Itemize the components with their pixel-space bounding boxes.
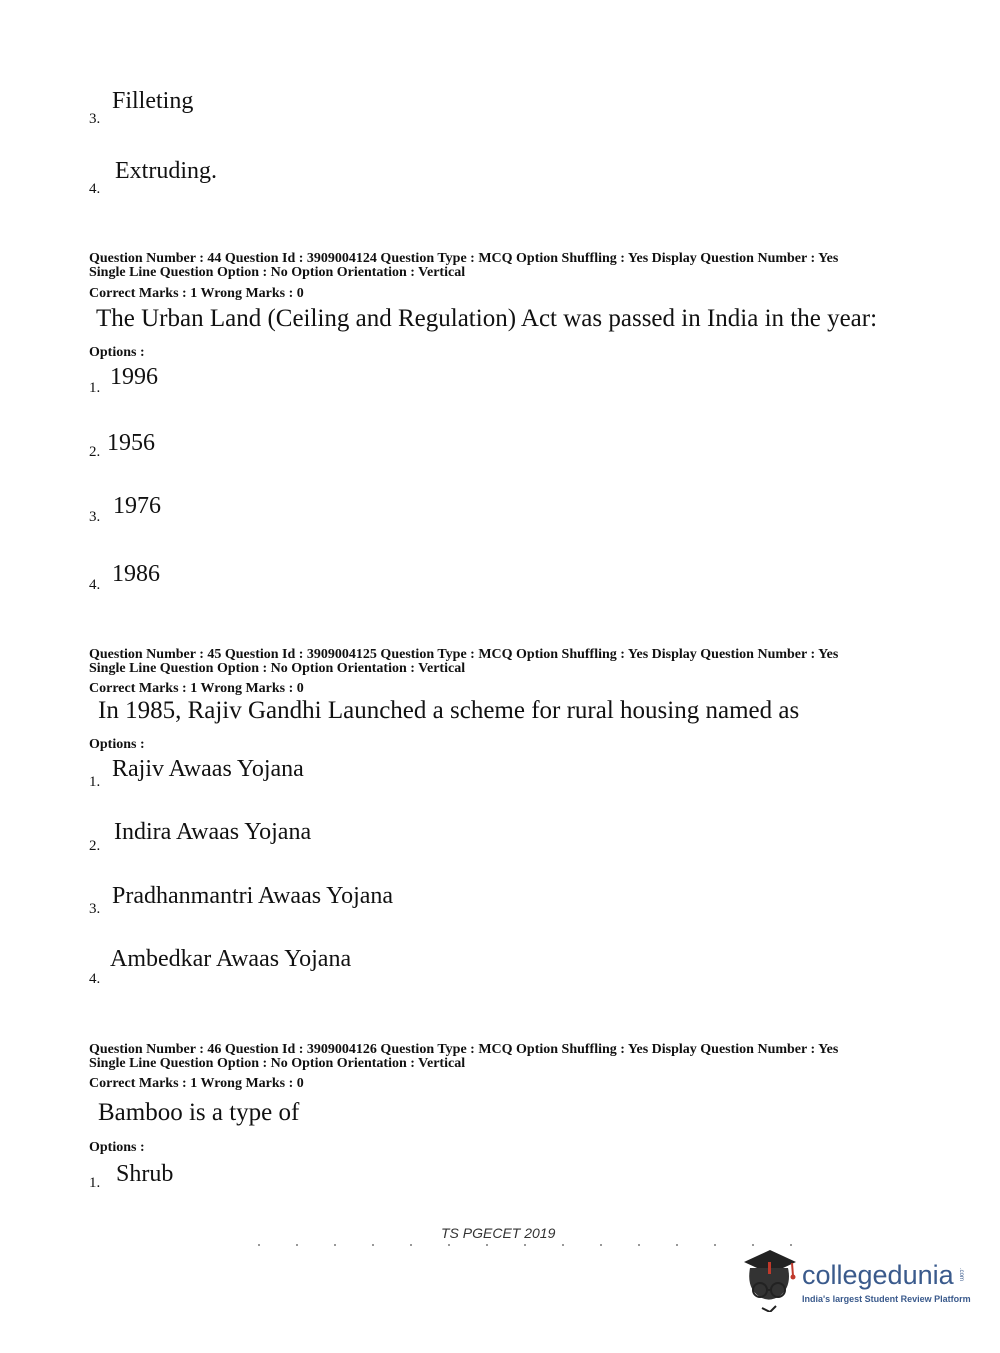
footer-divider	[240, 1244, 810, 1246]
options-label: Options :	[89, 345, 145, 360]
question-text: In 1985, Rajiv Gandhi Launched a scheme for rural housing named as	[98, 697, 800, 724]
question-meta-line2: Single Line Question Option : No Option Orientation : Vertical	[89, 1056, 466, 1071]
option-number: 2.	[89, 444, 101, 460]
option-text: 1976	[113, 493, 161, 519]
option-number: 3.	[89, 901, 101, 917]
collegedunia-logo[interactable]	[740, 1246, 970, 1316]
question-text: The Urban Land (Ceiling and Regulation) Act was passed in India in the year:	[96, 305, 878, 332]
options-label: Options :	[89, 1140, 145, 1155]
option-number: 1.	[89, 380, 101, 396]
footer-title: TS PGECET 2019	[441, 1225, 556, 1241]
option-number: 4.	[89, 181, 101, 197]
option-number: 1.	[89, 774, 101, 790]
question-marks: Correct Marks : 1 Wrong Marks : 0	[89, 1076, 304, 1091]
option-text: 1986	[112, 561, 160, 587]
option-number: 4.	[89, 577, 101, 593]
option-text: Pradhanmantri Awaas Yojana	[112, 883, 394, 909]
question-marks: Correct Marks : 1 Wrong Marks : 0	[89, 286, 304, 301]
question-meta-line1: Question Number : 44 Question Id : 3909004124 Question Type : MCQ Option Shuffling : Yes Display Question Number : Yes	[89, 251, 839, 266]
question-meta-line2: Single Line Question Option : No Option Orientation : Vertical	[89, 661, 466, 676]
option-text: Extruding.	[115, 158, 217, 184]
option-number: 2.	[89, 838, 101, 854]
option-text: 1956	[107, 430, 155, 456]
option-number: 1.	[89, 1175, 101, 1191]
option-text: Rajiv Awaas Yojana	[112, 756, 304, 782]
option-text: Shrub	[116, 1161, 174, 1187]
question-meta-line2: Single Line Question Option : No Option Orientation : Vertical	[89, 265, 466, 280]
options-label: Options :	[89, 737, 145, 752]
logo-wordmark: collegedunia	[802, 1260, 954, 1290]
option-text: 1996	[110, 364, 158, 390]
question-marks: Correct Marks : 1 Wrong Marks : 0	[89, 681, 304, 696]
option-number: 4.	[89, 971, 101, 987]
option-number: 3.	[89, 509, 101, 525]
graduate-mascot-icon	[740, 1246, 800, 1312]
option-text: Ambedkar Awaas Yojana	[110, 946, 352, 972]
option-text: Indira Awaas Yojana	[114, 819, 312, 845]
logo-suffix: .com	[958, 1268, 964, 1282]
option-number: 3.	[89, 111, 101, 127]
logo-tagline: India's largest Student Review Platform	[802, 1294, 971, 1304]
question-meta-line1: Question Number : 46 Question Id : 3909004126 Question Type : MCQ Option Shuffling : Yes Display Question Number : Yes	[89, 1042, 839, 1057]
question-meta-line1: Question Number : 45 Question Id : 3909004125 Question Type : MCQ Option Shuffling : Yes Display Question Number : Yes	[89, 647, 839, 662]
question-text: Bamboo is a type of	[98, 1099, 300, 1126]
option-text: Filleting	[112, 88, 194, 114]
